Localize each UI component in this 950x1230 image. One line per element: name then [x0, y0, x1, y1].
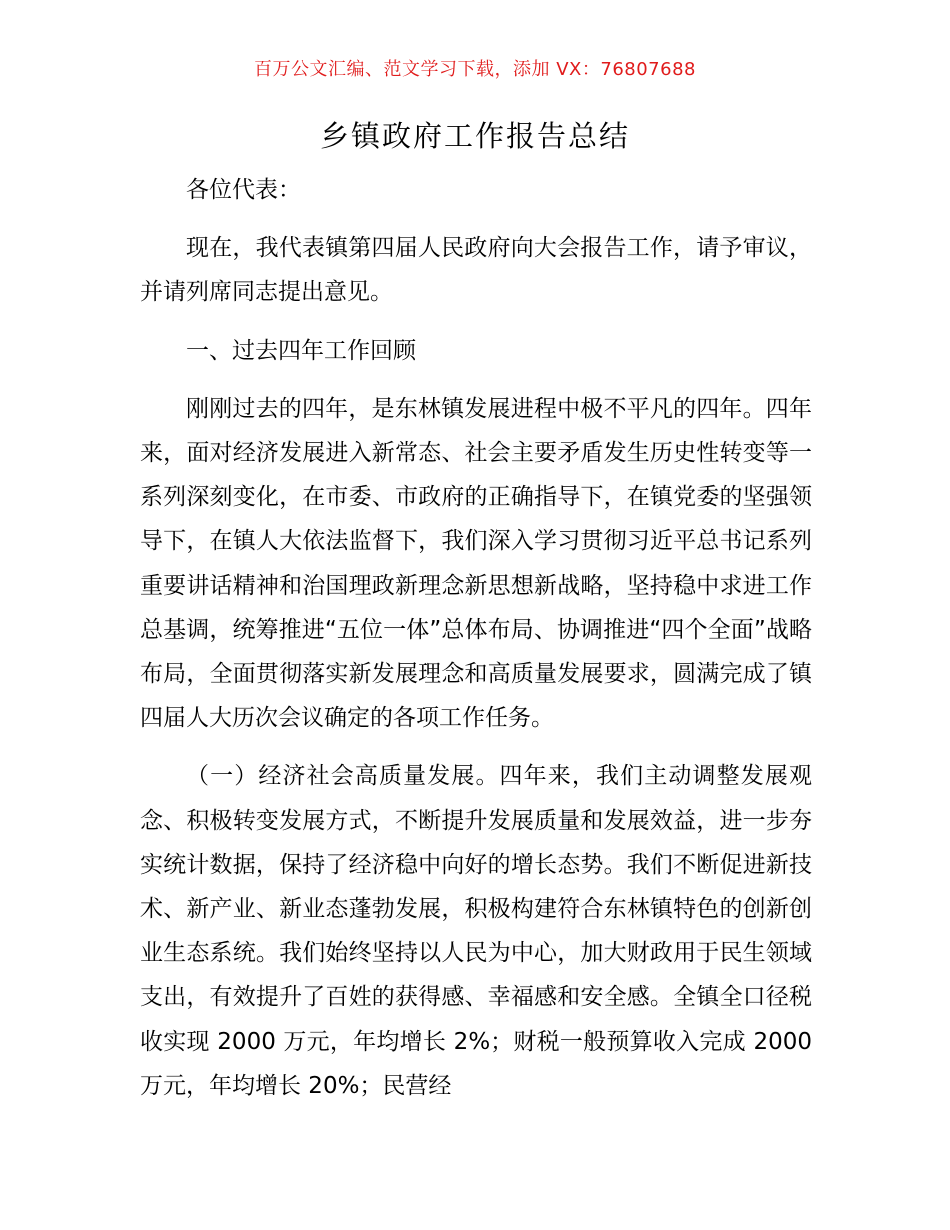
document-body: [140, 168, 812, 1122]
paragraph-economy: （一）经济社会高质量发展。四年来，我们主动调整发展观念、积极转变发展方式，不断提升发展质量和发展效益，进一步夯实统计数据，保持了经济稳中向好的增长态势。我们不断促进新技术、新产业、新业态蓬勃发展，积极构建符合东林镇特色的创新创业生态系统。我们始终坚持以人民为中心，加大财政用于民生领域支出，有效提升了百姓的获得感、幸福感和安全感。全镇全口径税收实现 2000 万元，年均增长 2%；财税一般预算收入完成 2000 万元，年均增长 20%；民营经: [140, 763, 812, 1099]
section-heading: 一、过去四年工作回顾: [186, 337, 416, 364]
paragraph-intro: 现在，我代表镇第四届人民政府向大会报告工作，请予审议，并请列席同志提出意见。: [140, 235, 812, 306]
paragraph-review: 刚刚过去的四年，是东林镇发展进程中极不平凡的四年。四年来，面对经济发展进入新常态、社会主要矛盾发生历史性转变等一系列深刻变化，在市委、市政府的正确指导下，在镇党委的坚强领导下，在镇人大依法监督下，我们深入学习贯彻习近平总书记系列重要讲话精神和治国理政新理念新思想新战略，坚持稳中求进工作总基调，统筹推进“五位一体”总体布局、协调推进“四个全面”战略布局，全面贯彻落实新发展理念和高质量发展要求，圆满完成了镇四届人大历次会议确定的各项工作任务。: [140, 395, 812, 732]
watermark-header: 百万公文汇编、范文学习下载，添加 VX：76807688: [254, 59, 696, 80]
document-title: 乡镇政府工作报告总结: [319, 119, 630, 153]
paragraph-salutation: 各位代表：: [186, 177, 301, 203]
